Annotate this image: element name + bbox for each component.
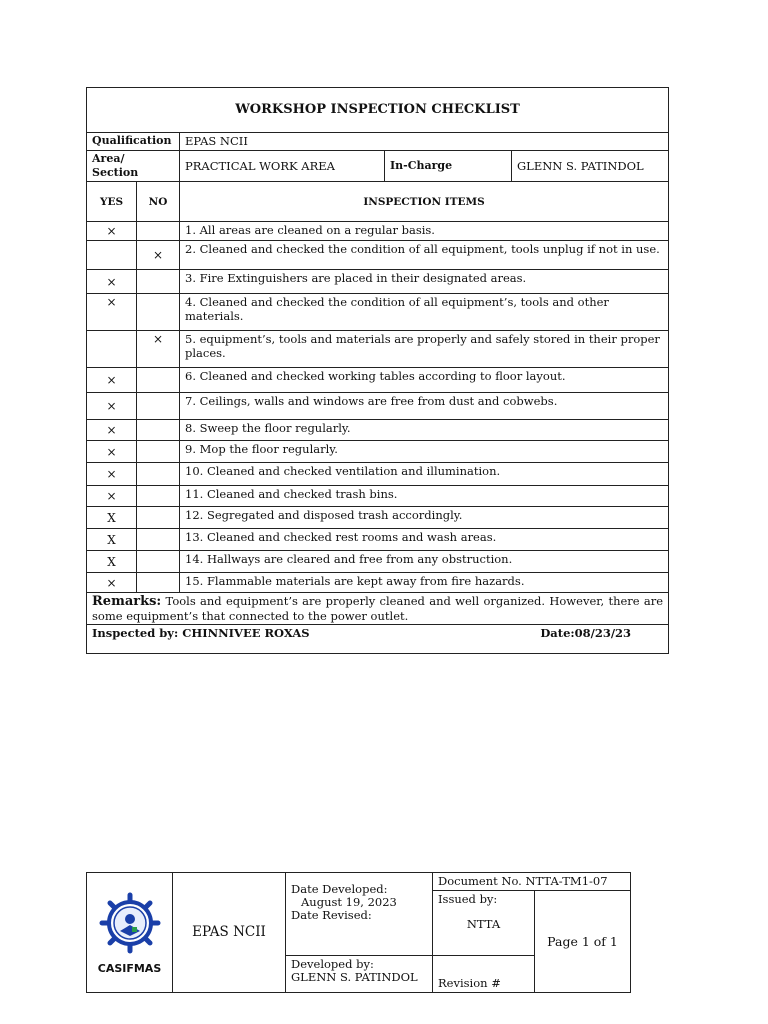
inspection-item-text: 7. Ceilings, walls and windows are free from dust and cobwebs. [180, 393, 669, 420]
issued-by-value: NTTA [466, 917, 501, 931]
no-mark [137, 270, 180, 294]
inspection-item-text: 10. Cleaned and checked ventilation and illumination. [180, 463, 669, 486]
remarks-label: Remarks: [92, 594, 162, 609]
inspection-item-text: 4. Cleaned and checked the condition of all equipment’s, tools and other materials. [180, 294, 669, 331]
developed-by-cell [286, 956, 433, 993]
issued-by-label: Issued by: [438, 892, 498, 906]
checklist-row [87, 222, 669, 241]
inspection-item-text: 8. Sweep the floor regularly. [180, 420, 669, 441]
inspection-item-text: 2. Cleaned and checked the condition of all equipment, tools unplug if not in use. [180, 241, 669, 270]
inspection-item-text: 12. Segregated and disposed trash accordingly. [180, 507, 669, 529]
inspected-by: Inspected by: CHINNIVEE ROXAS [92, 626, 310, 640]
incharge-label: In-Charge [385, 151, 512, 182]
yes-mark: X [87, 507, 137, 529]
checklist-row [87, 529, 669, 551]
no-mark [137, 463, 180, 486]
no-mark [137, 420, 180, 441]
no-mark: × [137, 331, 180, 368]
inspection-item-text: 14. Hallways are cleared and free from any obstruction. [180, 551, 669, 573]
yes-mark: × [87, 368, 137, 393]
revision-cell: Revision # [433, 956, 535, 993]
checklist-row [87, 420, 669, 441]
area-label: Area/ Section [87, 151, 180, 182]
issued-by-cell [433, 891, 535, 956]
date-developed-label: Date Developed: [291, 882, 388, 896]
yes-mark: × [87, 463, 137, 486]
remarks-text: Tools and equipment’s are properly cleaned and well organized. However, there are some equipment’s that connected to the power outlet. [92, 594, 664, 623]
checklist-row [87, 507, 669, 529]
checklist-row [87, 441, 669, 463]
yes-mark: × [87, 420, 137, 441]
checklist-title: WORKSHOP INSPECTION CHECKLIST [87, 88, 669, 133]
no-mark [137, 529, 180, 551]
no-mark [137, 573, 180, 593]
inspection-item-text: 3. Fire Extinguishers are placed in their designated areas. [180, 270, 669, 294]
yes-mark: × [87, 486, 137, 507]
yes-mark: × [87, 441, 137, 463]
inspection-item-text: 9. Mop the floor regularly. [180, 441, 669, 463]
date-developed-value: August 19, 2023 [301, 895, 397, 909]
qualification-value: EPAS NCII [180, 133, 669, 151]
yes-mark: × [87, 270, 137, 294]
yes-mark: × [87, 573, 137, 593]
no-mark [137, 486, 180, 507]
no-mark [137, 441, 180, 463]
document-footer-table [86, 872, 631, 993]
checklist-row [87, 463, 669, 486]
yes-mark: × [87, 294, 137, 331]
yes-mark: × [87, 222, 137, 241]
area-value: PRACTICAL WORK AREA [180, 151, 385, 182]
yes-mark [87, 241, 137, 270]
developed-by-value: GLENN S. PATINDOL [291, 970, 418, 984]
yes-mark: X [87, 529, 137, 551]
checklist-row [87, 573, 669, 593]
inspection-item-text: 1. All areas are cleaned on a regular basis. [180, 222, 669, 241]
yes-header: YES [87, 182, 137, 222]
no-header: NO [137, 182, 180, 222]
no-mark: × [137, 241, 180, 270]
yes-mark [87, 331, 137, 368]
inspection-item-text: 15. Flammable materials are kept away from fire hazards. [180, 573, 669, 593]
logo-cell [87, 873, 173, 993]
incharge-value: GLENN S. PATINDOL [512, 151, 669, 182]
inspection-item-text: 6. Cleaned and checked working tables according to floor layout. [180, 368, 669, 393]
inspection-items-header: INSPECTION ITEMS [180, 182, 669, 222]
inspected-by-row [87, 625, 669, 654]
no-mark [137, 222, 180, 241]
inspection-item-text: 5. equipment’s, tools and materials are properly and safely stored in their proper places. [180, 331, 669, 368]
date-developed-cell [286, 873, 433, 956]
document-number: Document No. NTTA-TM1-07 [433, 873, 631, 891]
page-number: Page 1 of 1 [535, 891, 631, 993]
checklist-row [87, 294, 669, 331]
org-name: CASIFMAS [97, 961, 162, 975]
checklist-row [87, 241, 669, 270]
no-mark [137, 294, 180, 331]
date-revised-label: Date Revised: [291, 908, 372, 922]
yes-mark: X [87, 551, 137, 573]
checklist-row [87, 393, 669, 420]
developed-by-label: Developed by: [291, 957, 374, 971]
yes-mark: × [87, 393, 137, 420]
checklist-row [87, 270, 669, 294]
remarks-cell [87, 593, 669, 625]
qualification-label: Qualification [87, 133, 180, 151]
casifmas-logo-icon [98, 891, 162, 955]
checklist-row [87, 368, 669, 393]
inspection-item-text: 13. Cleaned and checked rest rooms and wash areas. [180, 529, 669, 551]
no-mark [137, 551, 180, 573]
no-mark [137, 507, 180, 529]
inspection-date: Date:08/23/23 [540, 626, 632, 640]
checklist-row [87, 331, 669, 368]
no-mark [137, 393, 180, 420]
inspection-item-text: 11. Cleaned and checked trash bins. [180, 486, 669, 507]
footer-qualification: EPAS NCII [173, 873, 286, 993]
no-mark [137, 368, 180, 393]
checklist-row [87, 551, 669, 573]
checklist-row [87, 486, 669, 507]
inspection-checklist-table [86, 87, 669, 654]
